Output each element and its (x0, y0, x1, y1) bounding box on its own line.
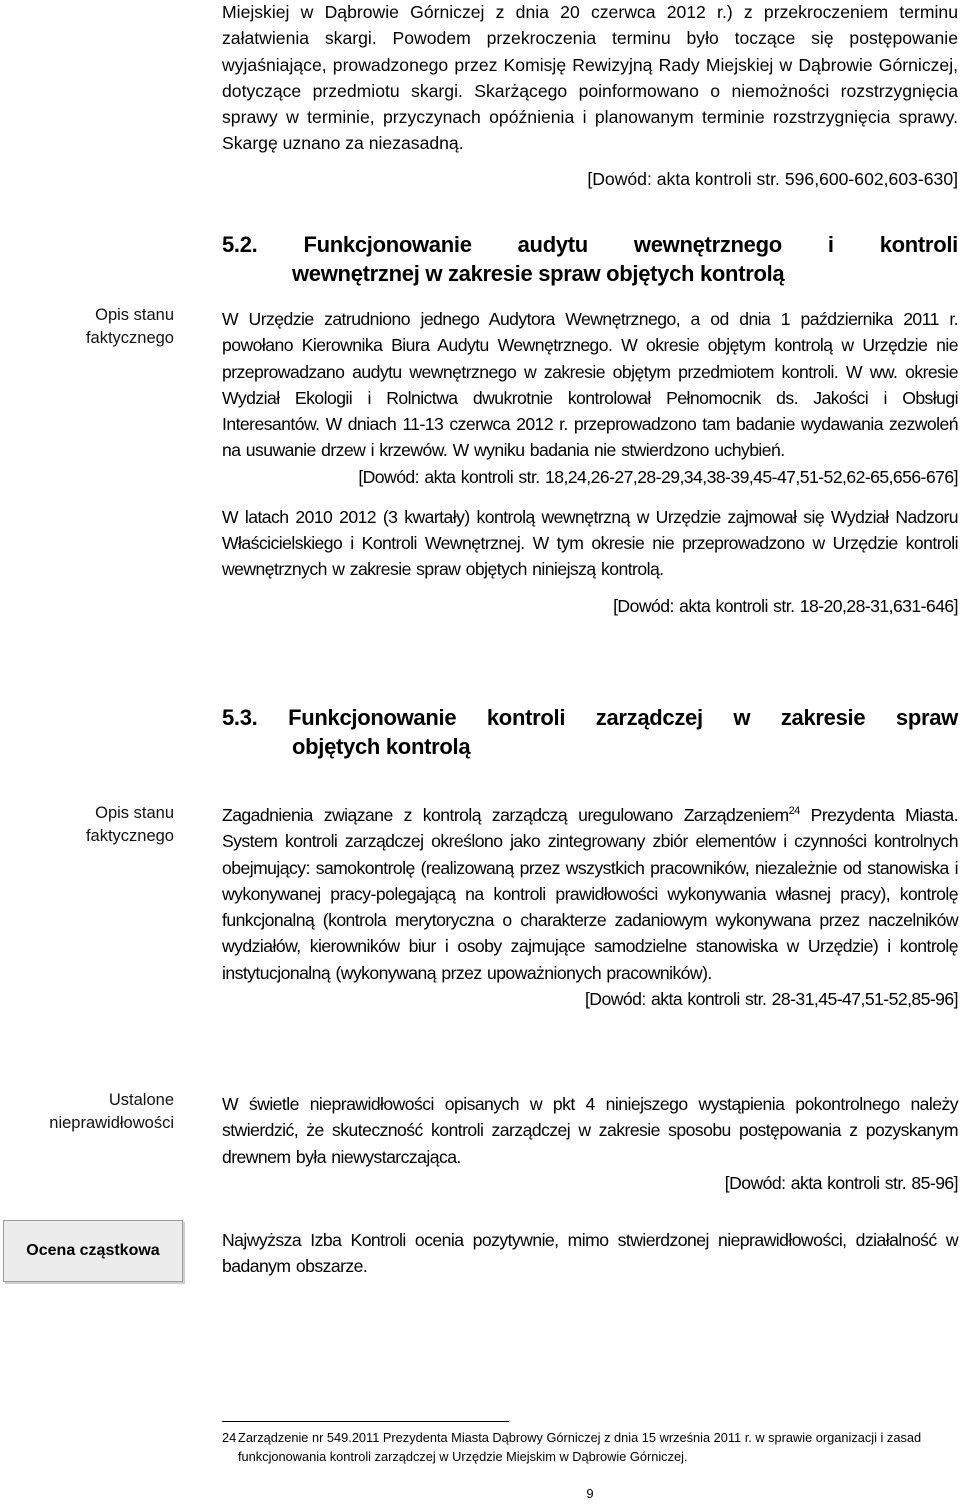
section-heading-5-3 (222, 703, 958, 761)
margin-label-line: nieprawidłowości (49, 1114, 174, 1132)
heading-word: spraw (895, 705, 958, 730)
body-paragraph (222, 802, 958, 986)
footnote-number: 24 (222, 1430, 237, 1445)
evidence-reference: [Dowód: akta kontroli str. 28-31,45-47,51-52,85-96] (584, 989, 958, 1010)
section-heading-5-2 (222, 230, 958, 288)
heading-word: zakresie (780, 705, 866, 730)
continuation-block (222, 0, 958, 192)
heading-word: Funkcjonowanie (288, 705, 457, 730)
section-number: 5.3. (222, 705, 258, 730)
section-5-2-body (222, 306, 958, 619)
heading-word: kontroli (486, 705, 566, 730)
paragraph-text: Zagadnienia związane z kontrolą zarządczą uregulowano Zarządzeniem (222, 805, 789, 825)
irregularities-body (222, 1091, 958, 1196)
margin-label-line: faktycznego (85, 827, 174, 845)
footnote-text: Zarządzenie nr 549.2011 Prezydenta Miasta Dąbrowy Górniczej z dnia 15 września 2011 r. w sprawie organizacji i zasad funkcjonowania kontroli zarządczej w Urzędzie Miejskim w Dąbrowie Górniczej. (238, 1430, 922, 1464)
heading-word: w (733, 705, 751, 730)
evidence-reference: [Dowód: akta kontroli str. 18-20,28-31,631-646] (613, 595, 958, 616)
footnote-marker: 24 (788, 805, 800, 818)
heading-word: wewnętrznego (633, 232, 782, 257)
assessment-body (222, 1227, 958, 1280)
margin-label-line: Ustalone (108, 1091, 174, 1109)
heading-line: wewnętrznej w zakresie spraw objętych kontrolą (292, 261, 785, 286)
evidence-reference: [Dowód: akta kontroli str. 596,600-602,603-630] (587, 168, 958, 189)
heading-word: kontroli (879, 232, 958, 257)
heading-line (222, 703, 958, 732)
heading-word: Funkcjonowanie (303, 232, 472, 257)
paragraph-text: Prezydenta Miasta. System kontroli zarządczej określono jako zintegrowany zbiór elementów i czynności kontrolnych obejmujący: samokontrolę (realizowaną przez wszystkich pracowników, niezależnie od stanowiska i wykonywanej pracy-polegającą na kontroli prawidłowości wykonywania własnej pracy), kontrolę funkcjonalną (kontrola merytoryczna o charakterze zadaniowym wykonywana przez naczelników wydziałów, kierowników biur i osoby zajmujące samodzielne stanowiska w Urzędzie) i kontrolę instytucjonalną (wykonywaną przez upoważnionych pracowników). (222, 805, 958, 983)
margin-label-irregularities (0, 1089, 174, 1135)
margin-label-line: Opis stanu (95, 804, 174, 822)
evidence-reference: [Dowód: akta kontroli str. 85-96] (724, 1172, 958, 1193)
heading-line: objętych kontrolą (292, 734, 471, 759)
section-number: 5.2. (222, 232, 258, 257)
heading-word: zarządczej (595, 705, 703, 730)
heading-word: audytu (517, 232, 588, 257)
body-paragraph: W świetle nieprawidłowości opisanych w pkt 4 niniejszego wystąpienia pokontrolnego należy stwierdzić, że skuteczność kontroli zarządczej w zakresie sposobu postępowania z pozyskanym drewnem była niewystarczająca. (222, 1094, 958, 1167)
body-paragraph: W Urzędzie zatrudniono jednego Audytora Wewnętrznego, a od dnia 1 października 2011 r. powołano Kierownika Biura Audytu Wewnętrznego. W okresie objętym kontrolą w Urzędzie nie przeprowadzano audytu wewnętrznego w zakresie objętym przedmiotem kontroli. W ww. okresie Wydział Ekologii i Rolnictwa dwukrotnie kontrolował Pełnomocnik ds. Jakości i Obsługi Interesantów. W dniach 11-13 czerwca 2012 r. przeprowadzono tam badanie wydawania zezwoleń na usuwanie drzew i krzewów. W wyniku badania nie stwierdzono uchybień. (222, 309, 958, 461)
body-paragraph: W latach 2010 2012 (3 kwartały) kontrolą wewnętrzną w Urzędzie zajmował się Wydział Nadzoru Właścicielskiego i Kontroli Wewnętrznej. W tym okresie nie przeprowadzono w Urzędzie kontroli wewnętrznych w zakresie spraw objętych niniejszą kontrolą. (222, 506, 958, 580)
partial-assessment-label: Ocena cząstkowa (3, 1220, 183, 1282)
footnote-separator (222, 1421, 509, 1422)
margin-label-facts (0, 304, 174, 350)
body-paragraph: Miejskiej w Dąbrowie Górniczej z dnia 20 czerwca 2012 r.) z przekroczeniem terminu załatwienia skargi. Powodem przekroczenia terminu było toczące się postępowanie wyjaśniające, prowadzonego przez Komisję Rewizyjną Rady Miejskiej w Dąbrowie Górniczej, dotyczące przedmiotu skargi. Skarżącego poinformowano o niemożności rozstrzygnięcia sprawy w terminie, przyczynach opóźnienia i planowanym terminie rozstrzygnięcia sprawy. Skargę uznano za niezasadną. (222, 2, 958, 154)
page-number: 9 (586, 1486, 594, 1501)
body-paragraph: Najwyższa Izba Kontroli ocenia pozytywnie, mimo stwierdzonej nieprawidłowości, działalność w badanym obszarze. (222, 1230, 958, 1277)
heading-line (222, 230, 958, 259)
footnote (222, 1428, 960, 1466)
margin-label-line: Opis stanu (95, 306, 174, 324)
margin-label-facts (0, 802, 174, 848)
margin-label-line: faktycznego (85, 329, 174, 347)
section-5-3-body (222, 802, 958, 1012)
evidence-reference: [Dowód: akta kontroli str. 18,24,26-27,28-29,34,38-39,45-47,51-52,62-65,656-676] (358, 466, 958, 487)
heading-word: i (827, 232, 834, 257)
